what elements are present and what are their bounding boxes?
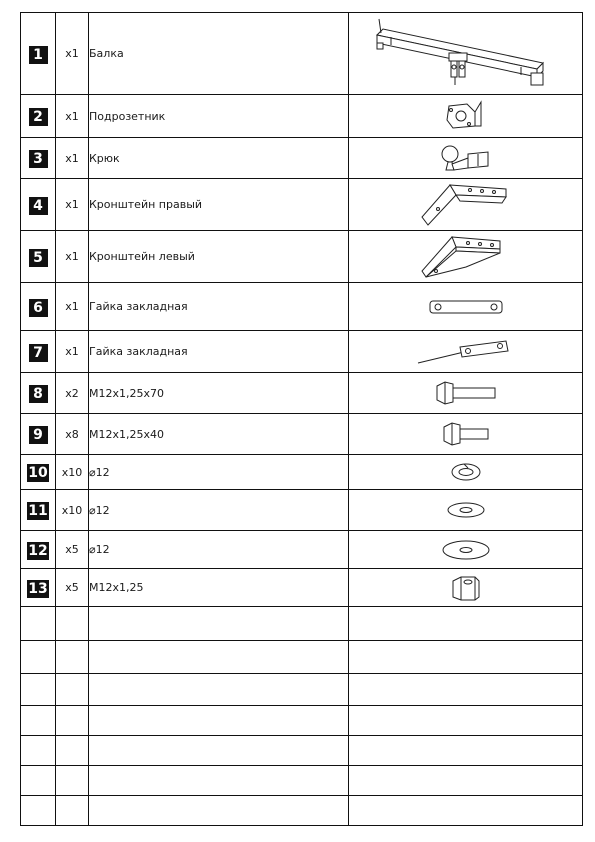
- part-number-badge: 8: [29, 385, 48, 403]
- table-row: [21, 531, 583, 569]
- part-quantity: x1: [56, 283, 89, 331]
- part-name: M12x1,25x40: [89, 414, 349, 455]
- empty-row: [21, 796, 583, 826]
- part-quantity: x1: [56, 231, 89, 283]
- part-number-badge: 2: [29, 108, 48, 126]
- hex-nut-icon: [447, 573, 485, 603]
- part-name: ⌀12: [89, 490, 349, 531]
- wide-washer-icon: [437, 538, 495, 562]
- embedded-nut-plate-wire-icon: [414, 337, 518, 367]
- table-row: [21, 490, 583, 531]
- part-quantity: x10: [56, 455, 89, 490]
- part-number-badge: 1: [29, 46, 48, 64]
- tow-ball-hook-icon: [434, 140, 498, 176]
- part-quantity: x2: [56, 373, 89, 414]
- part-name: ⌀12: [89, 531, 349, 569]
- empty-row: [21, 607, 583, 641]
- table-row: [21, 95, 583, 138]
- table-row: [21, 569, 583, 607]
- part-name: Гайка закладная: [89, 331, 349, 373]
- part-quantity: x8: [56, 414, 89, 455]
- part-name: Кронштейн левый: [89, 231, 349, 283]
- table-row: [21, 179, 583, 231]
- right-bracket-icon: [416, 181, 516, 229]
- part-number-badge: 9: [29, 426, 48, 444]
- part-number-badge: 13: [28, 580, 48, 597]
- flat-washer-icon: [443, 499, 489, 521]
- part-quantity: x5: [56, 569, 89, 607]
- part-number-badge: 5: [29, 249, 48, 267]
- part-name: Гайка закладная: [89, 283, 349, 331]
- part-name: Балка: [89, 13, 349, 95]
- part-number-badge: 12: [28, 542, 48, 559]
- part-quantity: x1: [56, 13, 89, 95]
- table-row: [21, 283, 583, 331]
- part-quantity: x1: [56, 138, 89, 179]
- tow-bar-beam-icon: [371, 15, 561, 93]
- parts-table: [20, 12, 583, 826]
- part-quantity: x1: [56, 179, 89, 231]
- embedded-nut-plate-icon: [424, 295, 508, 319]
- left-bracket-icon: [416, 233, 516, 281]
- part-name: ⌀12: [89, 455, 349, 490]
- empty-row: [21, 766, 583, 796]
- empty-row: [21, 641, 583, 674]
- part-name: M12x1,25x70: [89, 373, 349, 414]
- short-bolt-icon: [438, 419, 494, 449]
- table-row: [21, 414, 583, 455]
- part-name: Крюк: [89, 138, 349, 179]
- part-number-badge: 10: [28, 465, 48, 481]
- part-quantity: x5: [56, 531, 89, 569]
- part-name: Подрозетник: [89, 95, 349, 138]
- part-name: M12x1,25: [89, 569, 349, 607]
- part-name: Кронштейн правый: [89, 179, 349, 231]
- empty-row: [21, 674, 583, 706]
- table-row: [21, 373, 583, 414]
- table-row: [21, 13, 583, 95]
- long-bolt-icon: [431, 378, 501, 408]
- part-number-badge: 11: [28, 503, 48, 519]
- table-row: [21, 138, 583, 179]
- empty-row: [21, 706, 583, 736]
- part-quantity: x10: [56, 490, 89, 531]
- part-number-badge: 3: [29, 150, 48, 168]
- part-quantity: x1: [56, 331, 89, 373]
- table-row: [21, 455, 583, 490]
- table-row: [21, 331, 583, 373]
- part-quantity: x1: [56, 95, 89, 138]
- part-number-badge: 4: [29, 197, 48, 215]
- part-number-badge: 6: [29, 299, 48, 317]
- spring-washer-icon: [446, 460, 486, 484]
- part-number-badge: 7: [29, 344, 48, 362]
- socket-bracket-icon: [441, 98, 491, 134]
- table-row: [21, 231, 583, 283]
- empty-row: [21, 736, 583, 766]
